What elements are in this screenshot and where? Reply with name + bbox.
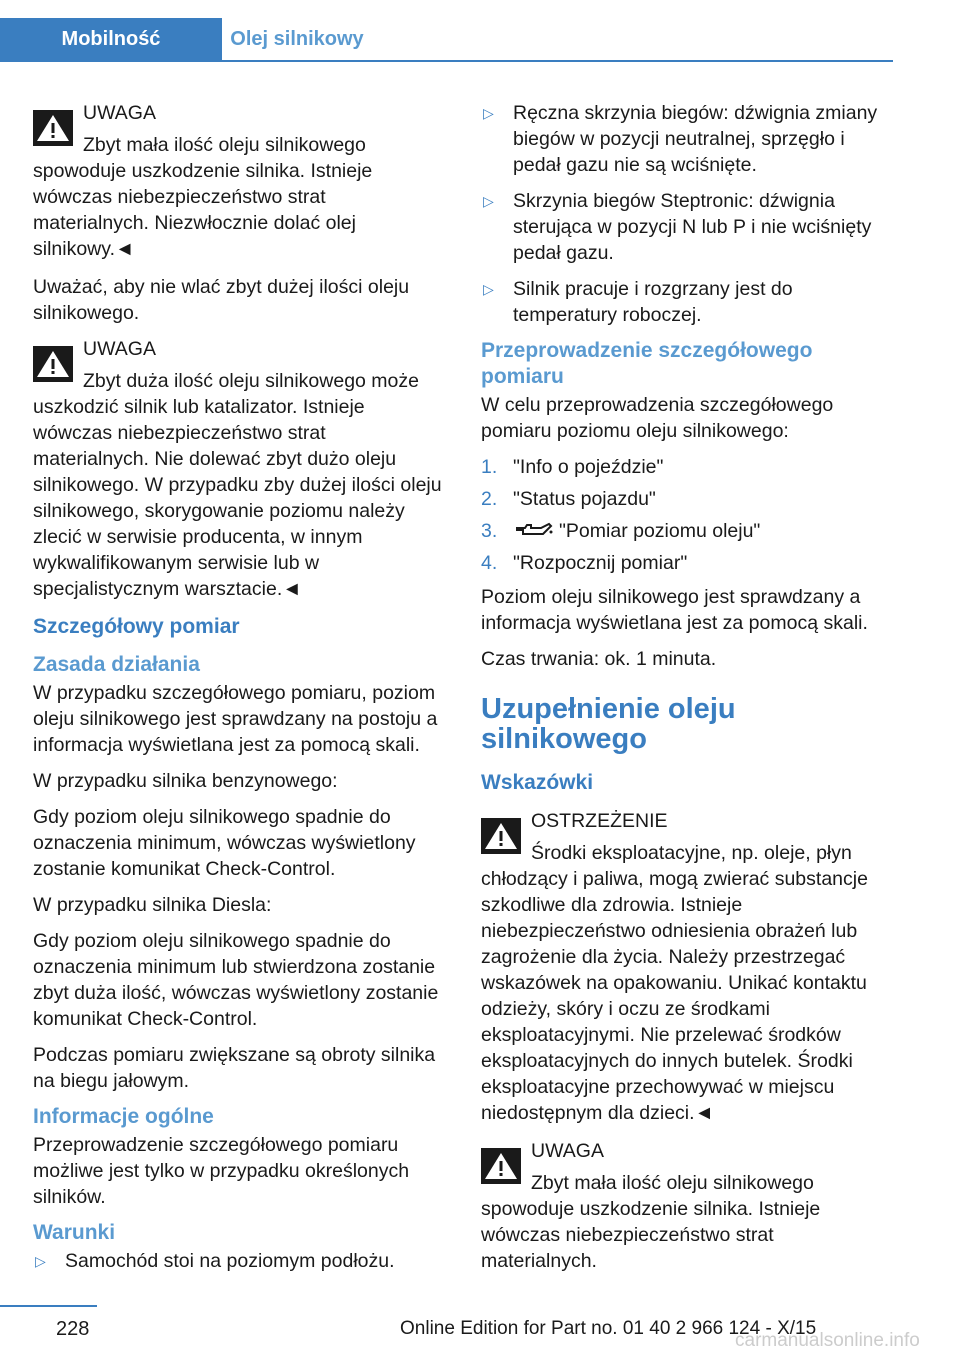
subsection-heading: Przeprowadzenie szczegółowego pomiaru [481, 339, 813, 388]
step-text: "Info o pojeździe" [513, 456, 664, 478]
warning-title: UWAGA [83, 338, 156, 360]
warning-block [33, 336, 445, 602]
paragraph: Czas trwania: ok. 1 minuta. [481, 648, 717, 670]
list-item [481, 188, 893, 266]
warning-triangle-icon [33, 110, 73, 146]
oil-can-icon [513, 520, 553, 540]
paragraph: W przypadku szczegółowego pomiaru, poziom oleju silnikowego jest sprawdzany na postoju a informacja wyświetlana jest za pomocą skali. [33, 682, 438, 756]
warning-block [481, 808, 893, 1126]
subsection-heading: Informacje ogólne [33, 1105, 214, 1128]
subsection-heading: Warunki [33, 1221, 116, 1244]
header-rule [0, 60, 893, 62]
right-column [481, 100, 893, 1286]
paragraph: W celu przeprowadzenia szczegółowego pomiaru poziomu oleju silnikowego: [481, 394, 834, 442]
warning-text: Zbyt mała ilość oleju silnikowego spowoduje uszkodzenie silnika. Istnieje wówczas niebezpieczeństwo strat materialnych. Niezwłocznie dolać olej silnikowy.◄ [33, 134, 373, 260]
warning-text: Środki eksploatacyjne, np. oleje, płyn chłodzący i paliwa, mogą zwierać substancje szkodliwe dla zdrowia. Istnieje niebezpieczeństwo odniesienia obrażeń lub zagrożenie dla życia. Należy przestrzegać wskazówek na opakowaniu. Unikać kontaktu odzieży, skóry i oczu ze środkami eksploatacyjnymi. Nie przelewać środków eksploatacyjnych do innych butelek. Środki eksploatacyjne przechowywać w miejscu niedostępnym dla dzieci.◄ [481, 842, 868, 1124]
step-text: "Pomiar poziomu oleju" [559, 520, 761, 542]
paragraph: Podczas pomiaru zwiększane są obroty silnika na biegu jałowym. [33, 1044, 436, 1092]
paragraph: W przypadku silnika benzynowego: [33, 770, 338, 792]
section-heading: Szczegółowy pomiar [33, 615, 240, 638]
footer-rule [0, 1305, 97, 1307]
step-number: 3. [481, 520, 498, 542]
triangle-bullet-icon: ▷ [35, 1253, 46, 1269]
steps-list [481, 454, 893, 576]
warning-title: UWAGA [83, 102, 156, 124]
list-item-text: Silnik pracuje i rozgrzany jest do temperatury roboczej. [513, 278, 793, 326]
step-number: 1. [481, 456, 498, 478]
paragraph: Przeprowadzenie szczegółowego pomiaru możliwe jest tylko w przypadku określonych silników. [33, 1134, 410, 1208]
step-text: "Status pojazdu" [513, 488, 656, 510]
tab-engine-oil: Olej silnikowy [230, 27, 364, 50]
list-item [33, 1248, 445, 1274]
warning-title: OSTRZEŻENIE [531, 810, 668, 832]
page-number: 228 [56, 1318, 90, 1340]
list-item-text: Skrzynia biegów Steptronic: dźwignia sterująca w pozycji N lub P i nie wciśnięty pedał gazu. [513, 190, 872, 264]
edition-note: Online Edition for Part no. 01 40 2 966 124 - X/15 [400, 1318, 817, 1339]
list-item-text: Samochód stoi na poziomym podłożu. [65, 1250, 395, 1272]
step-text: "Rozpocznij pomiar" [513, 552, 688, 574]
chapter-heading: Uzupełnienie oleju silnikowego [481, 693, 736, 755]
warning-triangle-icon [481, 818, 521, 854]
list-item-text: Ręczna skrzynia biegów: dźwignia zmiany biegów w pozycji neutralnej, sprzęgło i pedał gazu nie są wciśnięte. [513, 102, 878, 176]
paragraph: Poziom oleju silnikowego jest sprawdzany a informacja wyświetlana jest za pomocą skali. [481, 586, 868, 634]
warning-text: Zbyt duża ilość oleju silnikowego może uszkodzić silnik lub katalizator. Istnieje wówczas niebezpieczeństwo strat materialnych. Nie dolewać zbyt dużo oleju silnikowego. W przypadku zby dużej ilości oleju silnikowego, skorygowanie poziomu należy zlecić w serwisie producenta, w innym wykwalifikowanym serwisie lub w specjalistycznym warsztacie.◄ [33, 370, 442, 600]
paragraph: W przypadku silnika Diesla: [33, 894, 272, 916]
step-item [481, 486, 893, 512]
conditions-list [33, 1248, 445, 1274]
step-item [481, 550, 893, 576]
step-number: 4. [481, 552, 498, 574]
paragraph: Uważać, aby nie wlać zbyt dużej ilości oleju silnikowego. [33, 276, 410, 324]
step-item [481, 518, 893, 544]
paragraph: Gdy poziom oleju silnikowego spadnie do oznaczenia minimum lub stwierdzona zostanie zbyt duża ilość, wówczas wyświetlony zostanie komunikat Check-Control. [33, 930, 439, 1030]
subsection-heading: Zasada działania [33, 653, 200, 676]
watermark: carmanualsonline.info [735, 1330, 920, 1351]
list-item [481, 276, 893, 328]
triangle-bullet-icon: ▷ [483, 281, 494, 297]
warning-block [481, 1138, 893, 1274]
tab-mobility: Mobilność [0, 18, 222, 60]
conditions-list-continued [481, 100, 893, 328]
warning-block [33, 100, 445, 262]
warning-title: UWAGA [531, 1140, 604, 1162]
warning-text: Zbyt mała ilość oleju silnikowego spowoduje uszkodzenie silnika. Istnieje wówczas niebezpieczeństwo strat materialnych. [481, 1172, 821, 1272]
triangle-bullet-icon: ▷ [483, 193, 494, 209]
step-number: 2. [481, 488, 498, 510]
triangle-bullet-icon: ▷ [483, 105, 494, 121]
warning-triangle-icon [481, 1148, 521, 1184]
list-item [481, 100, 893, 178]
warning-triangle-icon [33, 346, 73, 382]
paragraph: Gdy poziom oleju silnikowego spadnie do oznaczenia minimum, wówczas wyświetlony zostanie komunikat Check-Control. [33, 806, 416, 880]
step-item [481, 454, 893, 480]
left-column [33, 100, 445, 1284]
section-heading: Wskazówki [481, 771, 594, 794]
